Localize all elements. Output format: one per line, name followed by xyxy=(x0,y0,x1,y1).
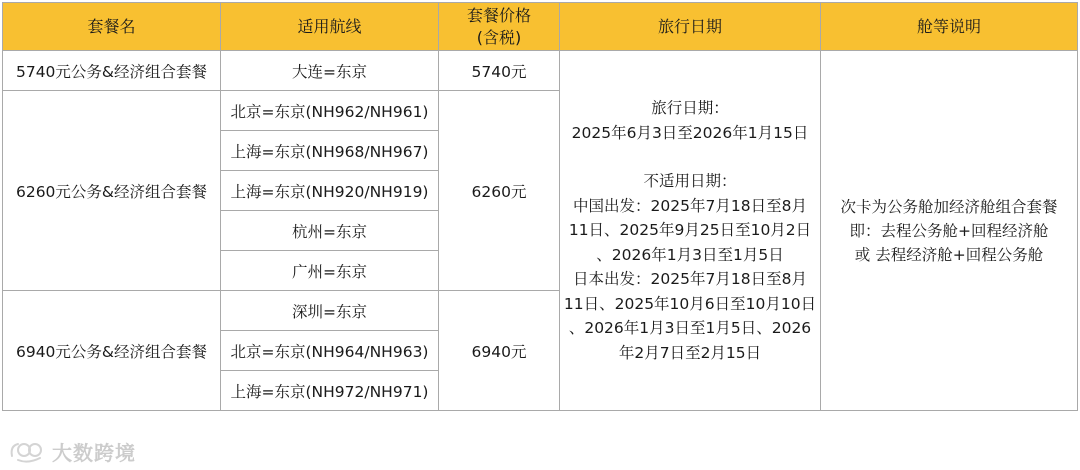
header-route-label: 适用航线 xyxy=(297,16,362,36)
package-name-cell: 5740元公务&经济组合套餐 xyxy=(3,51,221,91)
route-cell: 大连=东京 xyxy=(221,51,439,91)
watermark-logo-icon xyxy=(8,438,48,466)
package-name-cell: 6940元公务&经济组合套餐 xyxy=(3,291,221,411)
route-cell: 上海=东京(NH968/NH967) xyxy=(221,131,439,171)
route-cell: 杭州=东京 xyxy=(221,211,439,251)
blackout-japan-line: 、2026年1月3日至1月5日、2026 xyxy=(568,319,812,337)
watermark-text: 大数跨境 xyxy=(52,441,136,465)
blackout-japan-line: 日本出发：2025年7月18日至8月 xyxy=(573,270,807,288)
blackout-japan-line: 年2月7日至2月15日 xyxy=(618,343,762,362)
route-cell: 上海=东京(NH972/NH971) xyxy=(221,371,439,411)
header-travel-dates-label: 旅行日期 xyxy=(657,16,722,36)
header-price-tax-label: (含税) xyxy=(476,27,522,47)
header-cabin xyxy=(821,3,1078,51)
package-name-cell: 6260元公务&经济组合套餐 xyxy=(3,91,221,291)
cabin-note-cell xyxy=(821,51,1078,411)
blackout-china-line: 中国出发：2025年7月18日至8月 xyxy=(573,196,807,215)
route-cell: 广州=东京 xyxy=(221,251,439,291)
watermark xyxy=(8,437,136,466)
price-cell: 6260元 xyxy=(439,91,560,291)
cabin-note-line: 次卡为公务舱加经济舱组合套餐 xyxy=(840,197,1058,216)
header-price xyxy=(439,3,560,51)
header-row xyxy=(3,3,1078,51)
price-cell: 6940元 xyxy=(439,291,560,411)
blackout-label: 不适用日期： xyxy=(643,172,737,190)
table-row xyxy=(3,51,1078,91)
route-cell: 北京=东京(NH962/NH961) xyxy=(221,91,439,131)
header-package-label: 套餐名 xyxy=(87,16,136,36)
fare-table xyxy=(2,2,1078,411)
blackout-japan-line: 11日、2025年10月6日至10月10日 xyxy=(563,294,817,313)
header-travel-dates xyxy=(560,3,821,51)
header-route xyxy=(221,3,439,51)
blackout-china-line: 11日、2025年9月25日至10月2日 xyxy=(568,221,812,239)
route-cell: 上海=东京(NH920/NH919) xyxy=(221,171,439,211)
travel-period-label: 旅行日期： xyxy=(651,99,729,117)
blackout-china-line: 、2026年1月3日至1月5日 xyxy=(596,245,784,264)
price-cell: 5740元 xyxy=(439,51,560,91)
header-price-label: 套餐价格 xyxy=(466,5,531,25)
fare-table-wrapper xyxy=(2,2,1078,411)
header-cabin-label: 舱等说明 xyxy=(916,16,981,36)
travel-period-value: 2025年6月3日至2026年1月15日 xyxy=(571,123,809,142)
cabin-note-line: 即：去程公务舱+回程经济舱 xyxy=(849,221,1049,240)
cabin-note-line: 或 去程经济舱+回程公务舱 xyxy=(854,245,1044,264)
route-cell: 北京=东京(NH964/NH963) xyxy=(221,331,439,371)
route-cell: 深圳=东京 xyxy=(221,291,439,331)
header-package xyxy=(3,3,221,51)
travel-dates-cell xyxy=(560,51,821,411)
